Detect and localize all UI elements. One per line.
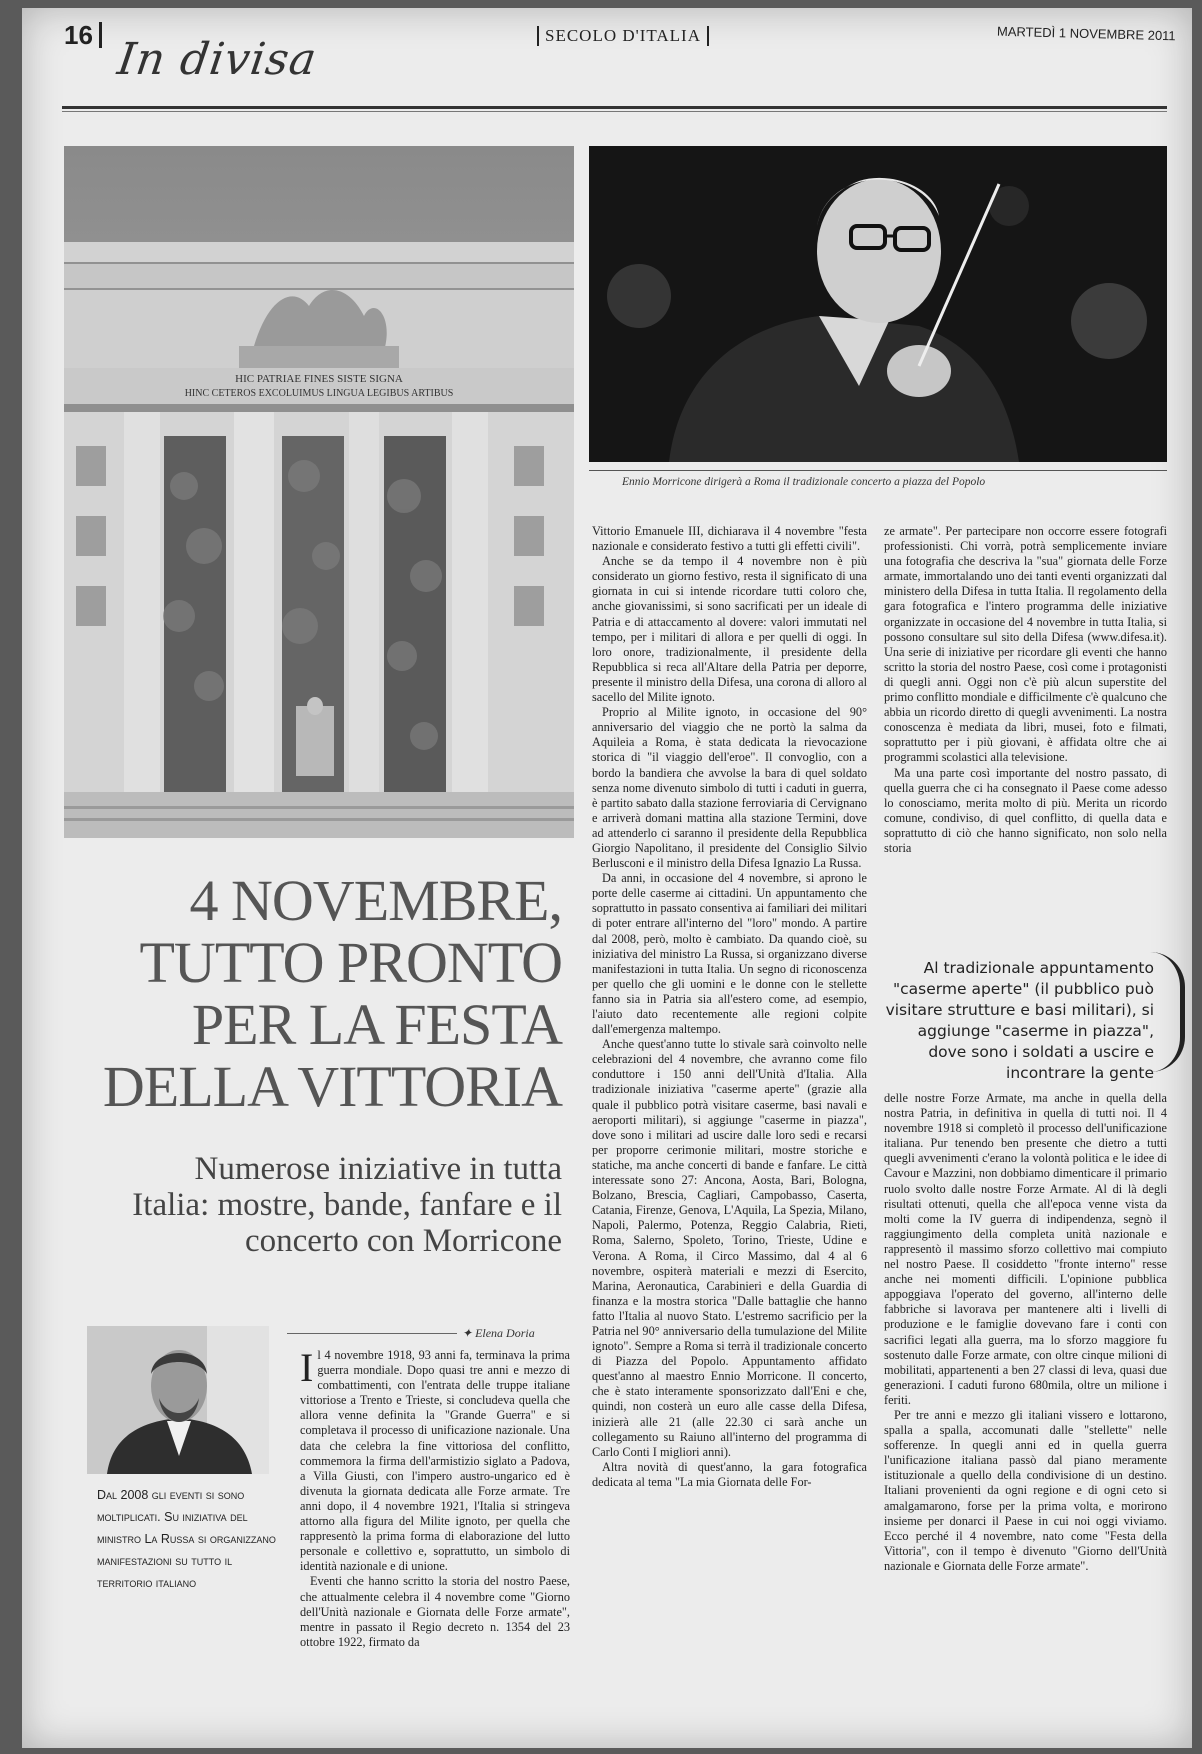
- article-paragraph: l 4 novembre 1918, 93 anni fa, terminava la prima guerra mondiale. Dopo quasi tre anni e mezzo di combattimenti, con l'entrata delle truppe italiane vittoriose a Trento e Trieste, si concludeva quella che allora venne definita la "Grande Guerra" e si completava il processo di unificazione nazionale. Una data che celebra la fine vittoriosa del conflitto, commemora la firma dell'armistizio siglato a Padova, a Villa Giusti, con l'impero austro-ungarico ed è divenuta la giornata dedicata alle Forze armate. Tre anni dopo, il 4 novembre 1921, l'Italia si stringeva attorno alla figura del Milite ignoto, per quella che rappresentò la prima forma di elaborazione del lutto personale e collettivo e, soprattutto, un simbolo di identità nazionale e di unione.: [300, 1348, 570, 1574]
- photo-caption: Ennio Morricone dirigerà a Roma il tradizionale concerto a piazza del Popolo: [622, 476, 986, 488]
- headline-line4: DELLA VITTORIA: [102, 1054, 562, 1119]
- pull-quote-bracket: [1150, 952, 1185, 1072]
- inscription-line1: HIC PATRIAE FINES SISTE SIGNA: [235, 373, 403, 385]
- minister-portrait: [87, 1326, 269, 1474]
- monument-illustration: [64, 146, 574, 838]
- article-paragraph: Altra novità di quest'anno, la gara fotografica dedicata al tema "La mia Giornata delle For-: [592, 1459, 867, 1489]
- article-paragraph: Da anni, in occasione del 4 novembre, si aprono le porte delle caserme ai cittadini. Un appuntamento che soprattutto in passato consentiva ai familiari dei militari di poter entrare all'interno del "loro" mondo. A partire dal 2008, però, molto è cambiato. Da quando cioè, su iniziativa del ministro La Russa, si organizzano diverse manifestazioni in tutta Italia. Un segno di riconoscenza per quello che gli uomini e le donne con le stellette fanno sia in Patria sia all'estero come, ad esempio, l'aiuto dato recentemente alle regioni colpite dall'emergenza maltempo.: [592, 871, 867, 1037]
- article-paragraph: Vittorio Emanuele III, dichiarava il 4 novembre "festa nazionale e considerato festivo a tutti gli effetti civili".: [592, 524, 867, 554]
- conductor-illustration: [589, 146, 1167, 462]
- caption-rule: [589, 470, 1167, 471]
- byline-rule: [287, 1333, 457, 1334]
- pull-quote-left: Dal 2008 gli eventi si sono moltiplicati. Su iniziativa del ministro La Russa si organizzano manifestazioni su tutto il territorio italiano: [97, 1488, 276, 1590]
- header-rule-thin: [62, 111, 1167, 112]
- article-column-1: [300, 1345, 570, 1650]
- article-paragraph: Anche quest'anno tutte lo stivale sarà coinvolto nelle celebrazioni del 4 novembre, che avranno come filo conduttore i 150 anni dell'Unità d'Italia. Alla tradizionale iniziativa "caserme aperte" (grazie alla quale il pubblico potrà visitare caserme, basi navali e aeroporti militari), si aggiunge "caserme in piazza", dove sono i militari ad uscire dalle loro sedi e recarsi per proporre cerimonie militari, mostre storiche e statiche, ma anche concerti di bande e fanfare. Le città interessate sono 27: Ancona, Aosta, Bari, Bologna, Bolzano, Brescia, Cagliari, Campobasso, Caserta, Catania, Firenze, Genova, L'Aquila, La Spezia, Milano, Napoli, Palermo, Potenza, Reggio Calabria, Rieti, Roma, Salerno, Spoleto, Torino, Trieste, Udine e Verona. A Roma, il Circo Massimo, dal 4 al 6 novembre, ospiterà materiali e mezzi di Esercito, Marina, Aeronautica, Carabinieri e della Guardia di finanza e la mostra storica "Dalle battaglie che hanno fatto l'Italia al nuovo Stato. L'estremo sacrificio per la Patria nel 90° anniversario della tumulazione del Milite ignoto". Sempre a Roma si terrà il tradizionale concerto di Piazza del Popolo. Appuntamento affidato quest'anno al maestro Ennio Morricone. Il concerto, che è stato interamente sponsorizzato dall'Eni e che, quindi, non costerà un euro alle casse della Difesa, inizierà alle 21 (alle 22.30 ci sarà anche un collegamento su Raiuno all'interno del programma di Carlo Conti I migliori anni).: [592, 1037, 867, 1459]
- headline: [92, 870, 562, 1118]
- article-column-3: [884, 524, 1167, 856]
- headline-line1: 4 NOVEMBRE,: [189, 868, 562, 933]
- subheadline: Numerose iniziative in tutta Italia: mostre, bande, fanfare e il concerto con Morricone: [132, 1151, 562, 1259]
- monument-photo: [64, 146, 574, 838]
- headline-line3: PER LA FESTA: [191, 992, 562, 1057]
- article-column-4: [884, 1091, 1167, 1574]
- article-paragraph: Proprio al Milite ignoto, in occasione del 90° anniversario del viaggio che ne portò la salma da Aquileia a Roma, è stata dedicata la rievocazione storica di "il viaggio dell'eroe". Il convoglio, con a bordo la bandiera che avvolse la bara di quel soldato senza nome divenuto simbolo di tutti i caduti in guerra, è partito sabato dalla stazione ferroviaria di Cervignano e arriverà domani mattina alla stazione Termini, dove ad attenderlo ci saranno il presidente della Repubblica Giorgio Napolitano, il presidente del Consiglio Silvio Berlusconi e il ministro della Difesa Ignazio La Russa.: [592, 705, 867, 871]
- newspaper-name: SECOLO D'ITALIA: [537, 26, 709, 46]
- portrait-illustration: [87, 1326, 269, 1474]
- article-paragraph: ze armate". Per partecipare non occorre essere fotografi professionisti. Chi vorrà, potrà semplicemente inviare una fotografia che descriva la "sua" giornata delle Forze armate, immortalando uno dei tanti eventi organizzati dal ministero della Difesa in tutta Italia. Il regolamento della gara fotografica e l'intero programma delle iniziative organizzate in occasione del 4 novembre in tutta Italia, si possono consultare sul sito della Difesa (www.difesa.it). Una serie di iniziative per ricordare gli eventi che hanno scritto la storia del nostro Paese, così come i protagonisti di quegli anni. Oggi non c'è più alcun superstite del primo conflitto mondiale e difficilmente c'è qualcuno che abbia un ricordo diretto di quegli avvenimenti. La nostra conoscenza è mediata da libri, musei, foto e filmati, soprattutto per i più giovani, è affidata oltre che ai programmi scolastici alla televisione.: [884, 524, 1167, 765]
- conductor-photo: [589, 146, 1167, 462]
- article-paragraph: Per tre anni e mezzo gli italiani vissero e lottarono, spalla a spalla, accomunati dalle "stellette" nelle sofferenze. In quegli anni ed in quella guerra l'unificazione italiana passò dal piano meramente istituzionale a quello della condivisione di un destino. Italiani provenienti da ogni regione e di ogni ceto si amalgamarono, forse per la prima volta, e morirono insieme per donarci il Paese in cui noi oggi viviamo. Ecco perché il 4 novembre, nato come "Festa della Vittoria", con il tempo è divenuto "Giorno dell'Unità nazionale e Giornata delle Forze armate".: [884, 1407, 1167, 1573]
- article-paragraph: Anche se da tempo il 4 novembre non è più considerato un giorno festivo, resta il significato di una giornata in cui si intende ricordare tutti coloro che, anche giovanissimi, si sono sacrificati per un ideale di Patria e di attaccamento al dovere: valori immutati nel tempo, per i militari di allora e per quelli di oggi. In loro onore, tradizionalmente, il presidente della Repubblica si reca all'Altare della Patria per deporre, presente il ministro della Difesa, una corona di alloro al sacello del Milite ignoto.: [592, 554, 867, 705]
- pull-quote-right: Al tradizionale appuntamento "caserme aperte" (il pubblico può visitare strutture e basi militari), si aggiunge "caserme in piazza", dove sono i soldati a uscire e incontrare la gente: [885, 959, 1154, 1082]
- header-rule: [62, 106, 1167, 109]
- page-number: 16: [64, 22, 102, 48]
- article-paragraph: Ma una parte così importante del nostro passato, di quella guerra che ci ha consegnato il Paese come adesso lo conosciamo, merita molto di più. Merita un ricordo comune, condiviso, di quel conflitto, di quella data e soprattutto di ciò che hanno significato, non solo nella storia: [884, 765, 1167, 855]
- drop-cap: I: [300, 1345, 314, 1390]
- author-name: Elena Doria: [475, 1326, 535, 1340]
- headline-line2: TUTTO PRONTO: [139, 930, 562, 995]
- newspaper-page: [22, 8, 1192, 1748]
- article-paragraph: delle nostre Forze Armate, ma anche in quella della nostra Patria, in definitiva in quella di tutti noi. Il 4 novembre 1918 si completò il processo dell'unificazione italiana. Pur tenendo ben presente che dietro a tutti quegli avvenimenti c'erano la volontà politica e le idee di Cavour e Mazzini, non dobbiamo dimenticare il primario ruolo svolto dalle nostre Forze Armate. Al di là degli risultati ottenuti, quella che all'epoca venne vista da molti come la IV guerra di indipendenza, segnò il raggiungimento della completa unità nazionale e rappresentò il massimo sforzo collettivo mai compiuto nel nostro Paese. Il cosiddetto "fronte interno" resse anche nei momenti difficili. L'opinione pubblica appoggiava l'operato del governo, all'interno delle fabbriche si lavorava per mantenere alti i livelli di produzione e le famiglie dovevano fare i conti con sacrifici legati alla guerra, ma lo sforzo maggiore fu sostenuto dalle Forze armate, con oltre cinque milioni di mobilitati, appartenenti a ben 27 classi di leva, quasi due generazioni. I caduti furono 680mila, oltre un milione i feriti.: [884, 1091, 1167, 1407]
- inscription-line2: HINC CETEROS EXCOLUIMUS LINGUA LEGIBUS ARTIBUS: [184, 388, 454, 399]
- byline: ✦ Elena Doria: [462, 1326, 535, 1340]
- issue-date: MARTEDÌ 1 NOVEMBRE 2011: [996, 23, 1176, 44]
- article-paragraph: Eventi che hanno scritto la storia del nostro Paese, che attualmente celebra il 4 novembre come "Giorno dell'Unità nazionale e Giornata delle Forze armate", mentre in passato il Regio decreto n. 1354 del 23 ottobre 1922, firmato da: [300, 1574, 570, 1649]
- section-title: In divisa: [114, 34, 321, 85]
- article-column-2: [592, 524, 867, 1490]
